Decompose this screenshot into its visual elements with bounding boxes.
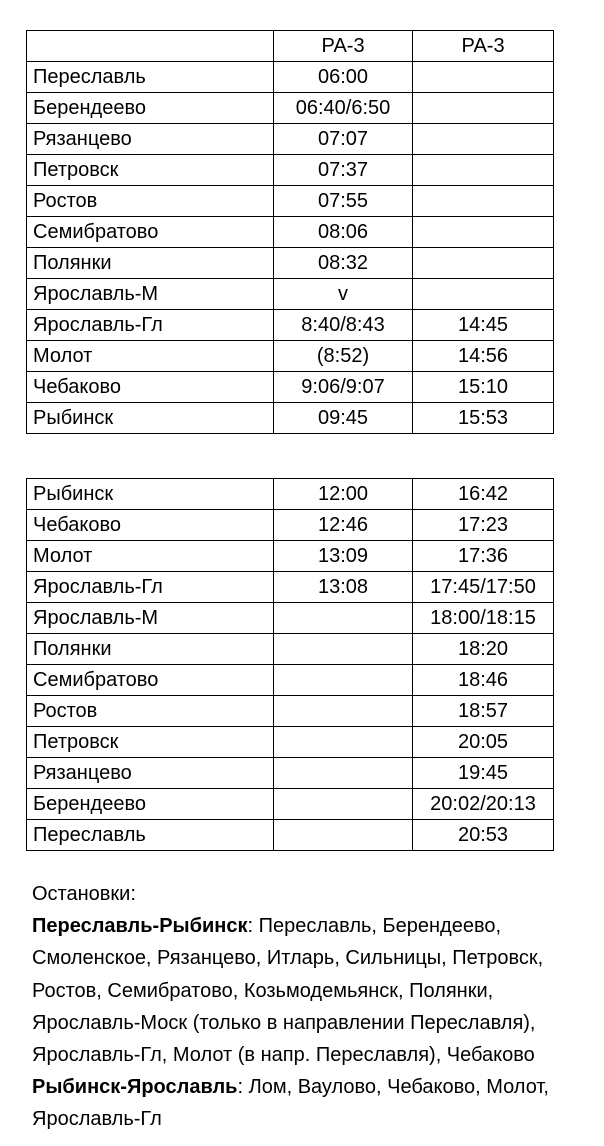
table-row [27,279,554,310]
station-cell: Чебаково [27,510,274,541]
station-cell: Рыбинск [27,479,274,510]
train-header-cell: РА-3 [413,31,554,62]
station-cell: Переславль [27,820,274,851]
train-2-time-cell: 20:53 [413,820,554,851]
train-1-time-cell: 07:07 [274,124,413,155]
train-1-time-cell [274,789,413,820]
table-header-row [27,31,554,62]
schedule-table-forward [26,30,554,434]
train-1-time-cell [274,634,413,665]
station-cell: Берендеево [27,93,274,124]
route-note-rybinsk-yaroslavl [32,1071,592,1135]
table-row [27,510,554,541]
route-title: Переславль-Рыбинск [32,915,248,938]
station-cell: Семибратово [27,665,274,696]
route-stops: : Лом, Ваулово, Чебаково, Молот, Ярославль-Гл [32,1076,549,1131]
train-1-time-cell: 07:37 [274,155,413,186]
train-1-time-cell [274,665,413,696]
train-1-time-cell: 08:32 [274,248,413,279]
train-1-time-cell: v [274,279,413,310]
train-1-time-cell: 12:00 [274,479,413,510]
table-row [27,665,554,696]
table-row [27,634,554,665]
table-row [27,155,554,186]
train-1-time-cell: 13:08 [274,572,413,603]
train-2-time-cell [413,279,554,310]
train-1-time-cell: (8:52) [274,341,413,372]
table-row [27,403,554,434]
train-2-time-cell [413,186,554,217]
train-2-time-cell [413,93,554,124]
train-1-time-cell: 09:45 [274,403,413,434]
station-cell: Полянки [27,634,274,665]
table-row [27,186,554,217]
train-1-time-cell: 13:09 [274,541,413,572]
train-2-time-cell: 15:53 [413,403,554,434]
station-cell: Переславль [27,62,274,93]
table-row [27,248,554,279]
stops-notes [32,878,592,1136]
table-row [27,603,554,634]
train-1-time-cell: 9:06/9:07 [274,372,413,403]
table-row [27,124,554,155]
train-2-time-cell: 14:56 [413,341,554,372]
table-row [27,541,554,572]
train-1-time-cell: 12:46 [274,510,413,541]
table-row [27,217,554,248]
table-row [27,372,554,403]
train-header-cell: РА-3 [274,31,413,62]
train-2-time-cell: 18:46 [413,665,554,696]
table-row [27,696,554,727]
train-2-time-cell [413,62,554,93]
train-2-time-cell: 19:45 [413,758,554,789]
station-cell: Ростов [27,696,274,727]
train-1-time-cell [274,696,413,727]
train-1-time-cell: 06:40/6:50 [274,93,413,124]
train-1-time-cell: 07:55 [274,186,413,217]
header-empty-cell [27,31,274,62]
train-2-time-cell: 15:10 [413,372,554,403]
train-2-time-cell: 17:36 [413,541,554,572]
station-cell: Рыбинск [27,403,274,434]
table-row [27,62,554,93]
notes-heading: Остановки: [32,883,136,905]
train-1-time-cell [274,727,413,758]
train-2-time-cell: 16:42 [413,479,554,510]
table-row [27,479,554,510]
table-row [27,820,554,851]
table-row [27,572,554,603]
table-row [27,310,554,341]
train-1-time-cell: 06:00 [274,62,413,93]
station-cell: Чебаково [27,372,274,403]
train-2-time-cell [413,217,554,248]
station-cell: Молот [27,341,274,372]
station-cell: Полянки [27,248,274,279]
table-row [27,341,554,372]
station-cell: Берендеево [27,789,274,820]
station-cell: Семибратово [27,217,274,248]
table-row [27,789,554,820]
route-stops: : Переславль, Берендеево, Смоленское, Рязанцево, Итларь, Сильницы, Петровск, Ростов, Семибратово, Козьмодемьянск, Полянки, Ярославль-Моск (только в направлении Переславля), Ярославль-Гл, Молот (в напр. Переславля), Чебаково [32,915,544,1067]
train-2-time-cell: 18:57 [413,696,554,727]
station-cell: Петровск [27,727,274,758]
station-cell: Петровск [27,155,274,186]
route-title: Рыбинск-Ярославль [32,1076,238,1099]
station-cell: Ярославль-Гл [27,310,274,341]
table-row [27,758,554,789]
station-cell: Рязанцево [27,124,274,155]
table-row [27,93,554,124]
train-1-time-cell: 08:06 [274,217,413,248]
station-cell: Молот [27,541,274,572]
table-row [27,727,554,758]
station-cell: Ростов [27,186,274,217]
train-2-time-cell: 17:45/17:50 [413,572,554,603]
train-1-time-cell [274,820,413,851]
train-2-time-cell [413,155,554,186]
route-note-pereslavl-rybinsk [32,910,592,1071]
station-cell: Ярославль-Гл [27,572,274,603]
train-2-time-cell [413,124,554,155]
train-2-time-cell: 14:45 [413,310,554,341]
train-2-time-cell: 18:00/18:15 [413,603,554,634]
train-2-time-cell: 20:05 [413,727,554,758]
schedule-table-return [26,478,554,851]
train-1-time-cell: 8:40/8:43 [274,310,413,341]
train-2-time-cell: 20:02/20:13 [413,789,554,820]
train-2-time-cell: 17:23 [413,510,554,541]
station-cell: Рязанцево [27,758,274,789]
station-cell: Ярославль-М [27,603,274,634]
train-1-time-cell [274,603,413,634]
train-1-time-cell [274,758,413,789]
train-2-time-cell [413,248,554,279]
train-2-time-cell: 18:20 [413,634,554,665]
station-cell: Ярославль-М [27,279,274,310]
